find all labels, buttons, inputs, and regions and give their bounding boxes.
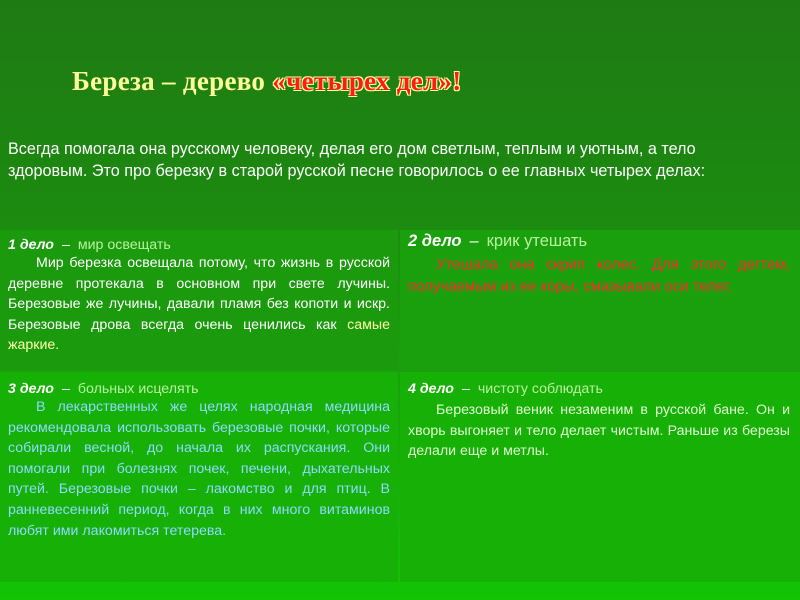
card-3-desc: больных исцелять bbox=[77, 381, 199, 397]
card-1-label: 1 дело bbox=[8, 237, 54, 253]
card-1-body-hot: самые жаркие. bbox=[8, 316, 390, 354]
card-1-body bbox=[8, 253, 390, 356]
card-1-desc: мир освещать bbox=[77, 237, 171, 253]
card-1-dash: – bbox=[61, 237, 70, 253]
card-4 bbox=[400, 372, 800, 582]
card-3-dash: – bbox=[61, 381, 70, 397]
card-2-dash: – bbox=[469, 232, 479, 250]
slide-title bbox=[72, 66, 462, 97]
card-4-desc: чистоту соблюдать bbox=[477, 381, 603, 397]
card-4-dash: – bbox=[461, 381, 470, 397]
card-3-heading bbox=[8, 381, 390, 397]
title-prefix: Береза – дерево bbox=[72, 66, 273, 96]
card-3 bbox=[0, 372, 398, 582]
title-highlight: «четырех дел»! bbox=[272, 66, 462, 96]
card-1-body-text: Мир березка освещала потому, что жизнь в русской деревне протекала в основном при свете лучины. Березовые же лучины, давали пламя без копоти и искр. Березовые дрова всегда очень ценились как bbox=[8, 255, 390, 333]
card-4-body: Березовый веник незаменим в русской бане. Он и хворь выгоняет и тело делает чистым. Раньше из березы делали еще и метлы. bbox=[408, 402, 790, 460]
card-4-heading bbox=[408, 381, 790, 397]
card-3-body: В лекарственных же целях народная медицина рекомендовала использовать березовые почки, которые собирали весной, до начала их распускания. Они помогали при болезнях почек, печени, дыхательных путей. Березовые почки – лакомство и для птиц. В ранневесенний период, когда в них много витаминов любят ими лакомиться тетерева. bbox=[8, 399, 390, 539]
intro-text: Всегда помогала она русскому человеку, делая его дом светлым, теплым и уютным, а тело здоровым. Это про березку в старой русской песне говорилось о ее главных четырех делах: bbox=[8, 140, 706, 180]
card-1 bbox=[0, 230, 398, 370]
card-2-body: Утешала она скрип колес. Для этого дегтем, получаемым из ее коры, смазывали оси телег. bbox=[408, 256, 790, 295]
card-2-desc: крик утешать bbox=[486, 232, 588, 250]
card-4-label: 4 дело bbox=[408, 381, 454, 397]
card-2 bbox=[400, 230, 800, 370]
card-1-heading bbox=[8, 237, 390, 253]
card-2-label: 2 дело bbox=[408, 232, 462, 250]
card-3-label: 3 дело bbox=[8, 381, 54, 397]
card-2-heading bbox=[408, 232, 790, 251]
